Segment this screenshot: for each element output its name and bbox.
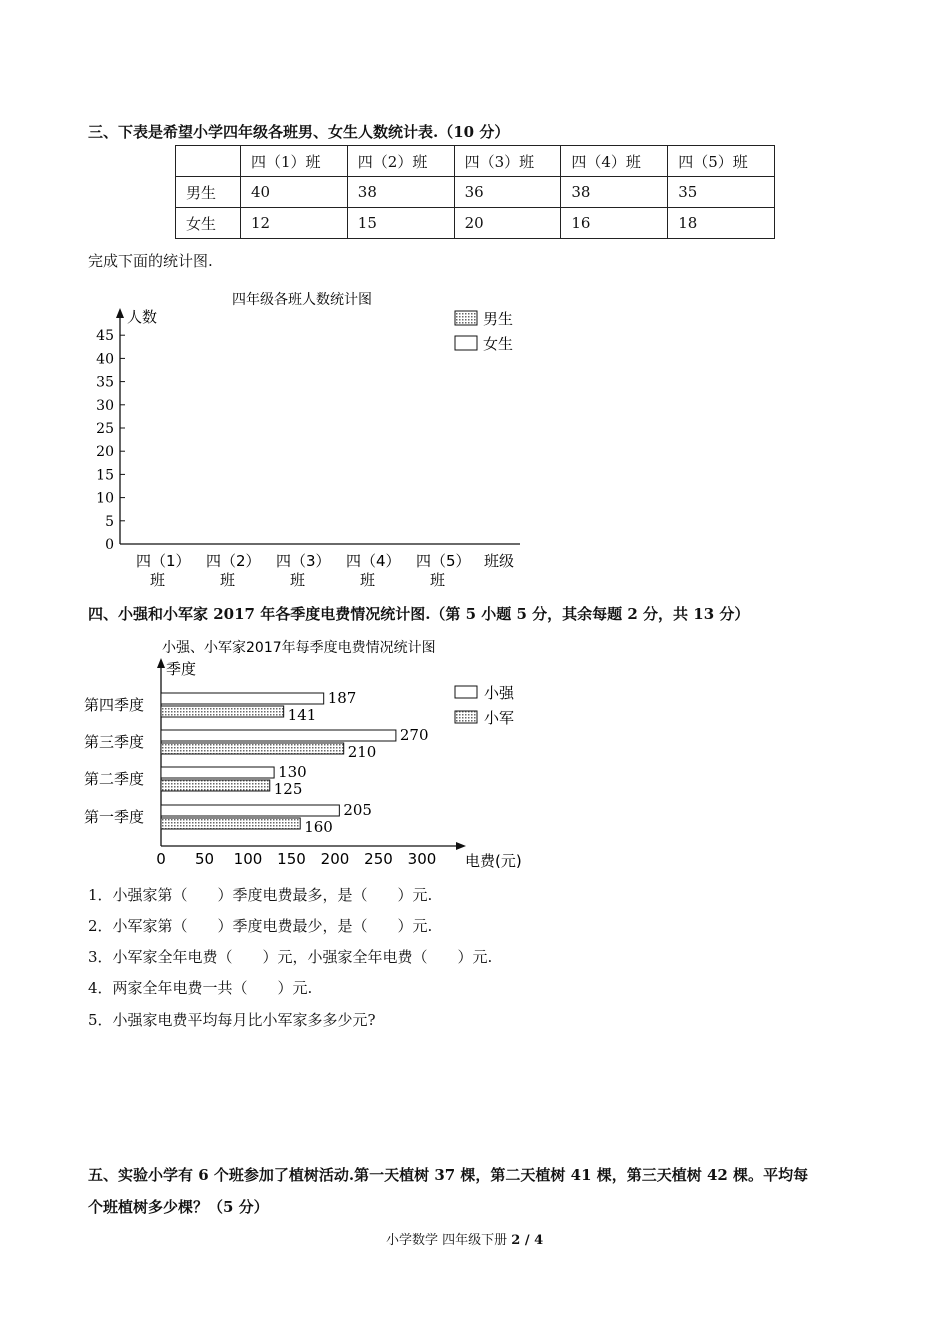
footer-page-number: 2 / 4 bbox=[511, 1233, 544, 1248]
chart1-category-suffix: 班 bbox=[360, 571, 376, 589]
chart2-xtick-label: 150 bbox=[277, 850, 306, 868]
question-4: 4．两家全年电费一共（ ）元. bbox=[88, 979, 313, 997]
legend-label-girls: 女生 bbox=[483, 335, 514, 353]
legend-swatch-girls bbox=[455, 336, 477, 350]
chart2-xtick-label: 300 bbox=[407, 850, 437, 868]
chart1-ytick-label: 10 bbox=[96, 490, 114, 507]
chart1-ytick-label: 20 bbox=[96, 444, 114, 461]
chart1-ytick-label: 40 bbox=[96, 351, 114, 368]
chart1-ytick-label: 45 bbox=[96, 328, 114, 345]
table-cell: 四（2）班 bbox=[347, 146, 454, 177]
bar-data-label: 205 bbox=[343, 801, 372, 819]
chart2-y-arrow bbox=[157, 658, 165, 668]
chart2-bars bbox=[161, 689, 429, 836]
bar-data-label: 210 bbox=[347, 743, 377, 761]
legend-label-xiaoqiang: 小强 bbox=[484, 684, 515, 702]
chart1-category-label: 四（3） bbox=[276, 552, 331, 570]
table-cell: 38 bbox=[347, 177, 454, 208]
table-cell: 女生 bbox=[176, 208, 241, 239]
table-cell: 四（5）班 bbox=[668, 146, 775, 177]
legend-swatch-xiaoqiang bbox=[455, 686, 477, 698]
table-cell: 38 bbox=[561, 177, 668, 208]
legend-label-boys: 男生 bbox=[483, 310, 514, 328]
chart1-ytick-label: 15 bbox=[96, 467, 114, 484]
chart1-ytick-label: 0 bbox=[105, 537, 114, 553]
class-count-chart bbox=[0, 280, 950, 600]
bar-data-label: 270 bbox=[399, 726, 429, 744]
bar-xiaojun bbox=[161, 780, 270, 791]
table-header-row bbox=[176, 146, 775, 177]
bar-xiaoqiang bbox=[161, 805, 339, 816]
chart1-ytick-label: 35 bbox=[96, 374, 114, 391]
table-cell: 四（1）班 bbox=[241, 146, 348, 177]
table-cell: 四（3）班 bbox=[454, 146, 561, 177]
bar-data-label: 130 bbox=[278, 763, 307, 781]
q4-title: 四、小强和小军家 2017 年各季度电费情况统计图.（第 5 小题 5 分，其余每题 2 分，共 13 分） bbox=[88, 605, 750, 623]
bar-xiaojun bbox=[161, 818, 300, 829]
chart2-category-label: 第一季度 bbox=[84, 808, 145, 826]
q5-line2: 个班植树多少棵？（5 分） bbox=[88, 1198, 269, 1216]
chart1-category-label: 四（1） bbox=[136, 552, 191, 570]
table-cell: 四（4）班 bbox=[561, 146, 668, 177]
table-cell: 18 bbox=[668, 208, 775, 239]
bar-xiaojun bbox=[161, 706, 284, 717]
chart1-category-suffix: 班 bbox=[430, 571, 446, 589]
chart2-xtick-label: 250 bbox=[364, 850, 393, 868]
chart2-xlabel: 电费(元) bbox=[465, 852, 522, 870]
chart1-xcategories bbox=[136, 552, 471, 589]
page-footer bbox=[386, 1229, 543, 1248]
q3-instruction: 完成下面的统计图. bbox=[88, 252, 213, 270]
chart1-ytick-label: 25 bbox=[96, 421, 114, 437]
table-row bbox=[176, 208, 775, 239]
chart2-category-label: 第三季度 bbox=[84, 733, 145, 751]
q5-line1: 五、实验小学有 6 个班参加了植树活动.第一天植树 37 棵，第二天植树 41 棵，第三天植树 42 棵。平均每 bbox=[88, 1166, 809, 1184]
question-3: 3．小军家全年电费（ ）元，小强家全年电费（ ）元. bbox=[88, 948, 493, 966]
table-cell: 40 bbox=[241, 177, 348, 208]
table-cell: 35 bbox=[668, 177, 775, 208]
chart2-x-arrow bbox=[456, 842, 466, 850]
table-cell: 36 bbox=[454, 177, 561, 208]
chart2-xtick-label: 100 bbox=[233, 850, 263, 868]
chart1-ylabel: 人数 bbox=[127, 308, 158, 326]
chart1-ytick-label: 30 bbox=[96, 397, 114, 414]
chart1-yticks bbox=[96, 328, 125, 553]
table-row bbox=[176, 177, 775, 208]
question-1: 1．小强家第（ ）季度电费最多，是（ ）元. bbox=[88, 886, 433, 904]
chart1-category-suffix: 班 bbox=[290, 571, 306, 589]
bar-data-label: 141 bbox=[287, 706, 317, 724]
footer-subject: 小学数学 四年级下册 bbox=[386, 1233, 508, 1248]
chart1-xlabel: 班级 bbox=[484, 552, 515, 570]
table-cell: 15 bbox=[347, 208, 454, 239]
chart1-category-label: 四（5） bbox=[416, 552, 471, 570]
question-2: 2．小军家第（ ）季度电费最少，是（ ）元. bbox=[88, 917, 433, 935]
table-cell bbox=[176, 146, 241, 177]
chart2-xtick-label: 0 bbox=[156, 850, 166, 868]
bar-xiaoqiang bbox=[161, 693, 324, 704]
chart2-category-label: 第二季度 bbox=[84, 770, 145, 788]
table-cell: 20 bbox=[454, 208, 561, 239]
electricity-chart bbox=[0, 630, 950, 870]
legend-swatch-xiaojun bbox=[455, 711, 477, 723]
chart2-categories bbox=[84, 696, 144, 826]
chart1-category-suffix: 班 bbox=[150, 571, 166, 589]
table-cell: 男生 bbox=[176, 177, 241, 208]
chart2-title: 小强、小军家2017年每季度电费情况统计图 bbox=[162, 640, 436, 656]
chart2-xticks bbox=[156, 850, 436, 868]
question-5: 5．小强家电费平均每月比小军家多多少元? bbox=[88, 1011, 376, 1029]
chart1-category-label: 四（2） bbox=[206, 552, 261, 570]
q3-title: 三、下表是希望小学四年级各班男、女生人数统计表.（10 分） bbox=[88, 123, 510, 141]
chart2-ylabel: 季度 bbox=[166, 660, 197, 678]
chart1-ytick-label: 5 bbox=[105, 513, 114, 530]
chart2-category-label: 第四季度 bbox=[84, 696, 145, 714]
bar-xiaojun bbox=[161, 743, 344, 754]
stats-table bbox=[175, 145, 775, 239]
table-cell: 12 bbox=[241, 208, 348, 239]
table-cell: 16 bbox=[561, 208, 668, 239]
bar-data-label: 187 bbox=[327, 689, 357, 707]
chart1-category-suffix: 班 bbox=[220, 571, 236, 589]
bar-xiaoqiang bbox=[161, 767, 274, 778]
bar-data-label: 160 bbox=[304, 818, 333, 836]
bar-data-label: 125 bbox=[273, 780, 303, 798]
chart1-category-label: 四（4） bbox=[346, 552, 401, 570]
chart2-xtick-label: 50 bbox=[194, 850, 215, 868]
legend-swatch-boys bbox=[455, 311, 477, 325]
chart1-title: 四年级各班人数统计图 bbox=[232, 292, 372, 308]
chart1-y-arrow bbox=[116, 308, 124, 318]
bar-xiaoqiang bbox=[161, 730, 396, 741]
legend-label-xiaojun: 小军 bbox=[484, 709, 515, 727]
chart2-xtick-label: 200 bbox=[320, 850, 350, 868]
